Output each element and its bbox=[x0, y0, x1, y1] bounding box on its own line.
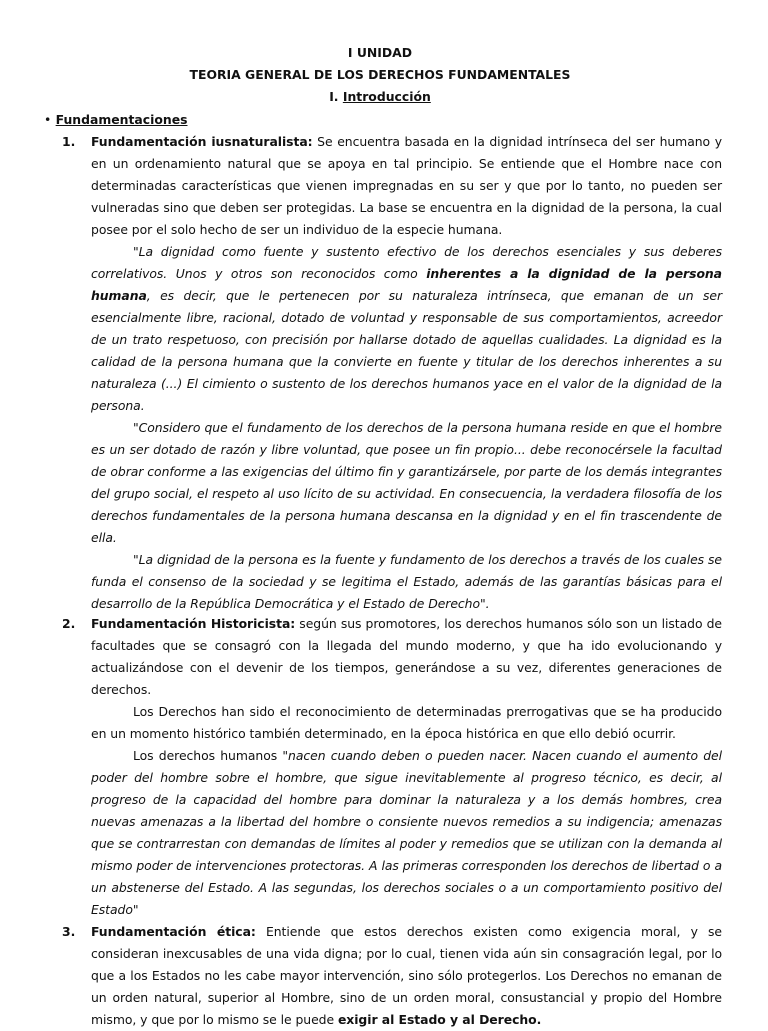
list-number: 2. bbox=[62, 616, 76, 631]
section-number: I. bbox=[329, 89, 339, 104]
list-item-historicista bbox=[62, 613, 722, 921]
quote-text: , es decir, que le pertenecen por su naturaleza intrínseca, que emanan de un ser esencialmente libre, racional, dotado de voluntad y responsable de sus comportamientos, acreedor de un trato respetuoso, con precisión por hallarse dotado de aquellas cualidades. La dignidad es la calidad de la persona humana que la convierte en fuente y titular de los derechos inherentes a su naturaleza (...) El cimiento o sustento de los derechos humanos yace en el valor de la dignidad de la persona. bbox=[91, 288, 722, 413]
item-heading: Fundamentación Historicista: bbox=[91, 616, 296, 631]
item-body: Entiende que estos derechos existen como exigencia moral, y se consideran inexcusables de una vida digna; por lo cual, tienen vida aún sin consagración legal, por lo que a los Estados no les cabe mayor intervención, sino sólo protegerlos. Los Derechos no emanan de un orden natural, superior al Hombre, sino de un orden moral, consustancial y propio del Hombre mismo, y que por lo mismo se le puede bbox=[91, 924, 722, 1027]
paragraph-text: Los derechos humanos " bbox=[133, 748, 289, 763]
item-emphasis: exigir al Estado y al Derecho. bbox=[337, 1012, 542, 1027]
paragraph bbox=[91, 745, 722, 921]
quote-text: nacen cuando deben o pueden nacer. Nacen cuando el aumento del poder del hombre sobre el hombre, que sigue inevitablemente al progreso técnico, es decir, al progreso de la capacidad del hombre para dominar la naturaleza y a los demás hombres, crea nuevas amenazas a la libertad del hombre o consiente nuevos remedios a su indigencia; amenazas que se contrarrestan con demandas de límites al poder y remedios que se utilizan con la demanda al mismo poder de intervenciones protectoras. A las primeras corresponden los derechos de libertad o a un abstenerse del Estado. A las segundas, los derechos sociales o a un comportamiento positivo del Estado" bbox=[91, 748, 722, 917]
quote-text: "La dignidad como fuente y sustento efectivo de los derechos esenciales y sus deberes correlativos. Unos y otros son reconocidos como bbox=[91, 244, 722, 281]
list-number: 3. bbox=[62, 924, 76, 939]
quote-paragraph bbox=[91, 241, 722, 417]
section-heading bbox=[0, 86, 760, 108]
document-title: TEORIA GENERAL DE LOS DERECHOS FUNDAMENTALES bbox=[189, 67, 571, 82]
quote-paragraph: "La dignidad de la persona es la fuente y fundamento de los derechos a través de los cuales se funda el consenso de la sociedad y se legitima el Estado, además de las garantías básicas para el desarrollo de la República Democrática y el Estado de Derecho". bbox=[91, 552, 722, 611]
item-text bbox=[91, 131, 722, 241]
bullet-icon: • bbox=[44, 112, 52, 127]
section-title: Introducción bbox=[342, 89, 431, 104]
quote-paragraph: "Considero que el fundamento de los derechos de la persona humana reside en que el hombre es un ser dotado de razón y libre voluntad, que posee un fin propio... debe reconocérsele la facultad de obrar conforme a las exigencias del último fin y garantizársele, por parte de los demás integrantes del grupo social, el respeto al uso lícito de su actividad. En consecuencia, la verdadera filosofía de los derechos fundamentales de la persona humana descansa en la dignidad y en el fin trascendente de ella. bbox=[91, 420, 722, 545]
list-item-etica bbox=[62, 921, 722, 1031]
item-heading: Fundamentación ética: bbox=[91, 924, 256, 939]
item-text bbox=[91, 613, 722, 701]
item-body: según sus promotores, los derechos humanos sólo son un listado de facultades que se consagró con la llegada del mundo moderno, y que ha ido evolucionando y actualizándose con el devenir de los tiempos, generándose a su vez, diferentes generaciones de derechos. bbox=[91, 616, 722, 697]
paragraph: Los Derechos han sido el reconocimiento de determinadas prerrogativas que se ha producido en un momento histórico también determinado, en la época histórica en que ello debió ocurrir. bbox=[91, 704, 722, 741]
list-number: 1. bbox=[62, 134, 76, 149]
unit-heading: I UNIDAD bbox=[347, 45, 413, 60]
item-heading: Fundamentación iusnaturalista: bbox=[91, 134, 313, 149]
item-text bbox=[91, 921, 722, 1031]
item-body: Se encuentra basada en la dignidad intrínseca del ser humano y en un ordenamiento natural que se apoya en tal principio. Se entiende que el Hombre nace con determinadas características que vienen impregnadas en su ser y que por lo tanto, no pueden ser vulneradas sino que deben ser protegidas. La base se encuentra en la dignidad de la persona, la cual posee por el solo hecho de ser un individuo de la especie humana. bbox=[91, 134, 722, 237]
quote-emphasis: inherentes a la dignidad de la persona humana bbox=[91, 266, 722, 303]
list-item-iusnaturalista bbox=[62, 131, 722, 615]
bullet-label: Fundamentaciones bbox=[55, 112, 188, 127]
fundamentaciones-heading bbox=[44, 109, 187, 131]
